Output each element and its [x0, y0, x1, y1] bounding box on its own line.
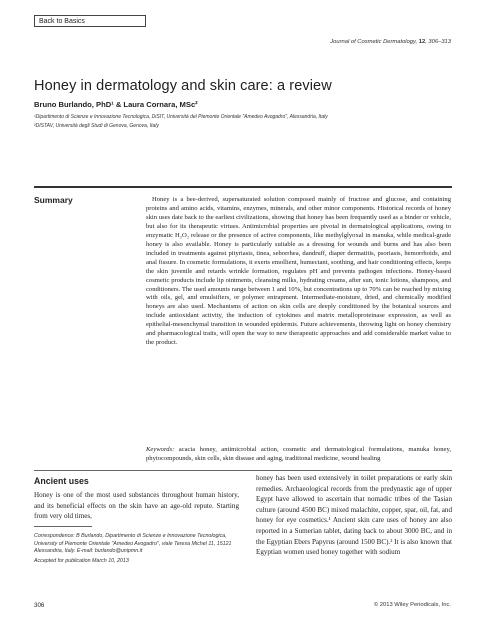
journal-pages: , 306–313 [425, 39, 451, 45]
body-column-left [34, 490, 239, 522]
summary-heading: Summary [34, 195, 73, 205]
summary-bottom-rule [34, 470, 452, 471]
section-tag-label: Back to Basics [39, 18, 85, 25]
correspondence-note: Correspondence: B Burlando, Dipartimento di Scienze e Innovazione Tecnologica, University of Piemonte Orientale "Amedeo Avogadro", viale Teresa Michel 11, 15121 Alessandria, Italy. E-mail: burlando@unipmn.it [34, 533, 232, 555]
accepted-note: Accepted for publication March 10, 2013 [34, 558, 129, 564]
affiliation-2: ²DISTAV, Università degli Studi di Genova, Genova, Italy [34, 123, 159, 129]
journal-name: Journal of Cosmetic Dermatology [330, 39, 416, 45]
article-title: Honey in dermatology and skin care: a review [34, 78, 332, 94]
keywords-label: Keywords: [146, 446, 175, 453]
footnote-rule [34, 526, 92, 527]
body-right-text: honey has been used extensively in toilet preparations or early skin remedies. Archaeological records from the predynastic age of upper Egypt have allowed to ascertain that nomadic tribes of the Tasian culture (around 4500 BC) mixed malachite, copper, spar, oil, fat, and honey for eye cosmetics.¹ Ancient skin care uses of honey are also reported in a Sumerian tablet, dating back to about 3000 BC, and in the Egyptian Ebers Papyrus (around 1500 BC).² It is also known that Egyptian women used honey together with sodium [256, 474, 452, 557]
journal-reference: Journal of Cosmetic Dermatology, 12, 306–313 [330, 39, 451, 45]
body-left-text: Honey is one of the most used substances throughout human history, and its beneficial effects on the skin have an age-old repute. Starting from very old times, [34, 491, 239, 521]
article-authors: Bruno Burlando, PhD¹ & Laura Cornara, MSc² [34, 100, 198, 109]
keywords-text: acacia honey, antimicrobial action, cosmetic and dermatological formulations, manuka honey, phytocompounds, skin cells, skin disease and aging, traditional medicine, wound healing [146, 446, 451, 462]
section-tag [34, 15, 146, 27]
copyright-notice: © 2013 Wiley Periodicals, Inc. [373, 602, 451, 608]
page-number: 306 [34, 602, 45, 609]
section-heading: Ancient uses [34, 476, 89, 486]
keywords-block [146, 446, 451, 464]
summary-text: Honey is a bee-derived, supersaturated solution composed mainly of fructose and glucose, and containing proteins and amino acids, vitamins, enzymes, minerals, and other minor components. Historical records of honey skin uses date back to the earliest civilizations, showing that honey has been frequently used as a binder or vehicle, but also for its therapeutic virtues. Antimicrobial properties are pivotal in dermatological applications, owing to enzymatic H₂O₂ release or the presence of active components, like methylglyoxal in manuka, while medical-grade honey is also available. Honey is particularly suitable as a dressing for wounds and burns and has also been included in treatments against pityriasis, tinea, seborrhea, dandruff, diaper dermatitis, psoriasis, hemorrhoids, and anal fissure. In cosmetic formulations, it exerts emollient, humectant, soothing, and hair conditioning effects, keeps the skin juvenile and retards wrinkle formation, regulates pH and prevents pathogen infections. Honey-based cosmetic products include lip ointments, cleansing milks, hydrating creams, after sun, tonic lotions, shampoos, and conditioners. The used amounts range between 1 and 10%, but concentrations up to 70% can be reached by mixing with oils, gel, and emulsifiers, or polymer entrapment. Intermediate-moisture, dried, and chemically modified honeys are also used. Mechanisms of action on skin cells are deeply conditioned by the botanical sources and include antioxidant activity, the induction of cytokines and matrix metalloproteinase expression, as well as epithelial-mesenchymal transition in wounded epidermis. Future achievements, throwing light on honey chemistry and pharmacological traits, will open the way to new therapeutic approaches and add considerable market value to the product. [146, 196, 451, 347]
summary-body [146, 196, 451, 348]
journal-volume: 12 [418, 39, 426, 45]
summary-top-rule [34, 186, 452, 188]
affiliation-1: ¹Dipartimento di Scienze e Innovazione Tecnologica, DiSIT, Università del Piemonte Orientale "Amedeo Avogadro", Alessandria, Italy [34, 114, 328, 120]
body-column-right [256, 473, 452, 558]
